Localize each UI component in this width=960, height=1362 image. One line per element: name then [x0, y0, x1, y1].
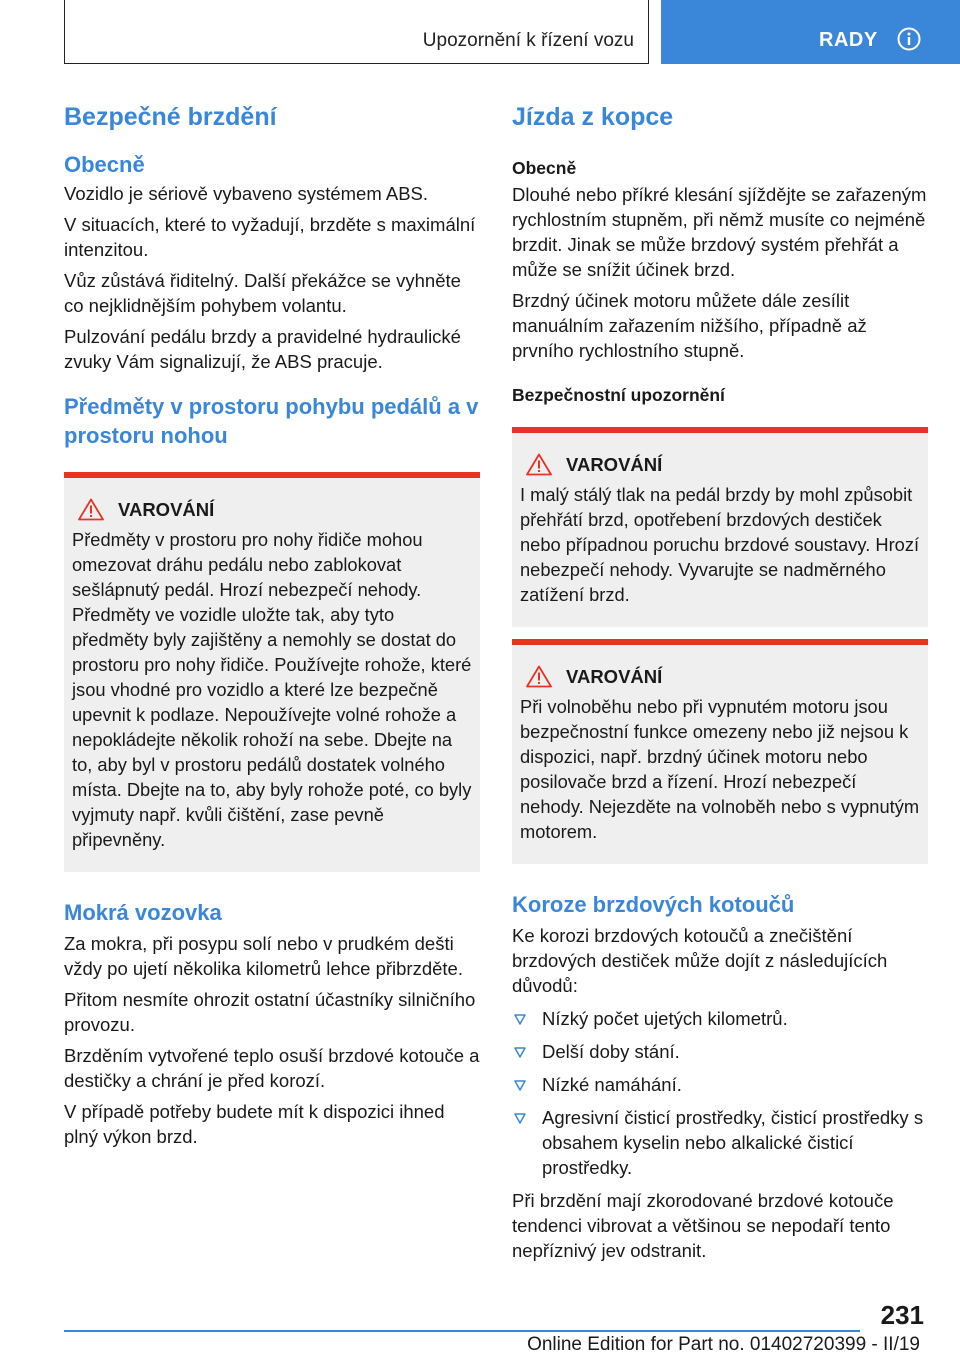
header-frame — [64, 0, 649, 64]
warning-text: Při volnoběhu nebo při vypnutém motoru jsou bezpečnostní funkce omezeny nebo již nejsou k dispozici, např. brzdný účinek motoru nebo posilovače brzd a řízení. Hrozí nebezpečí nehody. Nejezděte na volnoběh nebo s vypnutým motorem. — [520, 696, 920, 842]
paragraph: Vůz zůstává řiditelný. Další překážce se vyhněte co nejklidnějším pohybem volantu. — [64, 270, 461, 316]
warning-box — [512, 427, 928, 627]
warning-title — [520, 665, 920, 688]
paragraph: Za mokra, při posypu solí nebo v prudkém dešti vždy po ujetí několika kilometrů lehce přibrzděte. — [64, 933, 463, 979]
edition-note: Online Edition for Part no. 01402720399 - II/19 — [527, 1334, 920, 1355]
footer-divider — [64, 1330, 860, 1332]
warning-title-text: VAROVÁNÍ — [566, 665, 663, 687]
paragraph: Při brzdění mají zkorodované brzdové kotouče tendenci vibrovat a většinou se nepodaří tento nepříznivý jev odstranit. — [512, 1190, 894, 1261]
list-item-text: Nízký počet ujetých kilometrů. — [542, 1008, 788, 1029]
warning-box — [512, 639, 928, 864]
paragraph: Brzdný účinek motoru můžete dále zesílit manuálním zařazením nižšího, případně až prvního rychlostního stupně. — [512, 290, 867, 361]
triangle-bullet-icon — [514, 1080, 526, 1091]
warning-title-text: VAROVÁNÍ — [118, 498, 215, 520]
list-item — [512, 1072, 928, 1097]
info-icon — [897, 27, 921, 51]
paragraph: Brzděním vytvořené teplo osuší brzdové kotouče a destičky a chrání je před korozí. — [64, 1045, 480, 1091]
heading-downhill-driving: Jízda z kopce — [512, 103, 674, 131]
warning-box — [64, 472, 480, 872]
paragraph: Pulzování pedálu brzdy a pravidelné hydraulické zvuky Vám signalizují, že ABS pracuje. — [64, 326, 461, 372]
heading-safe-braking: Bezpečné brzdění — [64, 103, 277, 131]
list-item-text: Delší doby stání. — [542, 1041, 680, 1062]
triangle-bullet-icon — [514, 1113, 526, 1124]
heading-general: Obecně — [512, 158, 577, 178]
list-item-text: Agresivní čisticí prostředky, čisticí prostředky s obsahem kyselin nebo alkalické čisticí prostředky. — [542, 1107, 924, 1178]
triangle-bullet-icon — [514, 1047, 526, 1058]
warning-triangle-icon — [78, 498, 104, 521]
warning-text: I malý stálý tlak na pedál brzdy by mohl způsobit přehřátí brzd, opotřebení brzdových destiček nebo případnou poruchu brzdové soustavy. Hrozí nebezpečí nehody. Vyvarujte se nadměrného zatížení brzd. — [520, 484, 920, 605]
warning-title-text: VAROVÁNÍ — [566, 453, 663, 475]
warning-text: Předměty v prostoru pro nohy řidiče mohou omezovat dráhu pedálu nebo zablokovat sešlápnutý pedál. Hrozí nebezpečí nehody. Předměty ve vozidle uložte tak, aby tyto předměty byly zajištěny a nemohly se dostat do prostoru pro nohy řidiče. Používejte rohože, které jsou vhodné pro vozidlo a které lze bezpečně upevnit k podlaze. Nepoužívejte volné rohože a nepokládejte několik rohoží na sebe. Dbejte na to, aby byl v prostoru pedálů dostatek volného místa. Dbejte na to, aby byly rohože poté, co byly vyjmuty např. kvůli čištění, zase pevně připevněny. — [72, 529, 472, 850]
list-item — [512, 1006, 928, 1031]
chapter-title: Upozornění k řízení vozu — [422, 30, 634, 51]
warning-triangle-icon — [526, 665, 552, 688]
list-item-text: Nízké namáhání. — [542, 1074, 682, 1095]
page-number: 231 — [880, 1300, 924, 1330]
paragraph: Ke korozi brzdových kotoučů a znečištění brzdových destiček může dojít z následujících důvodů: — [512, 925, 888, 996]
heading-objects-pedal-area: Předměty v prostoru pohybu pedálů a v prostoru nohou — [64, 394, 479, 448]
section-tab-label: RADY — [819, 29, 878, 51]
right-column — [512, 100, 928, 1269]
paragraph: Přitom nesmíte ohrozit ostatní účastníky silničního provozu. — [64, 989, 476, 1035]
heading-wet-road: Mokrá vozovka — [64, 900, 222, 925]
warning-title — [520, 453, 920, 476]
heading-general: Obecně — [64, 152, 145, 177]
paragraph: V případě potřeby budete mít k dispozici ihned plný výkon brzd. — [64, 1101, 445, 1147]
list-item — [512, 1105, 928, 1180]
paragraph: Vozidlo je sériově vybaveno systémem ABS. — [64, 183, 429, 204]
triangle-bullet-icon — [514, 1014, 526, 1025]
heading-safety-notice: Bezpečnostní upozornění — [512, 385, 725, 405]
warning-triangle-icon — [526, 453, 552, 476]
heading-disc-corrosion: Koroze brzdových kotoučů — [512, 892, 795, 917]
section-tab-rady[interactable] — [661, 0, 960, 64]
paragraph: Dlouhé nebo příkré klesání sjíždějte se zařazeným rychlostním stupněm, při němž musíte co nejméně brzdit. Jinak se může brzdový systém přehřát a může se snížit účinek brzd. — [512, 184, 927, 280]
paragraph: V situacích, které to vyžadují, brzděte s maximální intenzitou. — [64, 214, 476, 260]
list-item — [512, 1039, 928, 1064]
warning-title — [72, 498, 472, 521]
left-column — [64, 100, 480, 1155]
corrosion-cause-list — [512, 1006, 928, 1180]
